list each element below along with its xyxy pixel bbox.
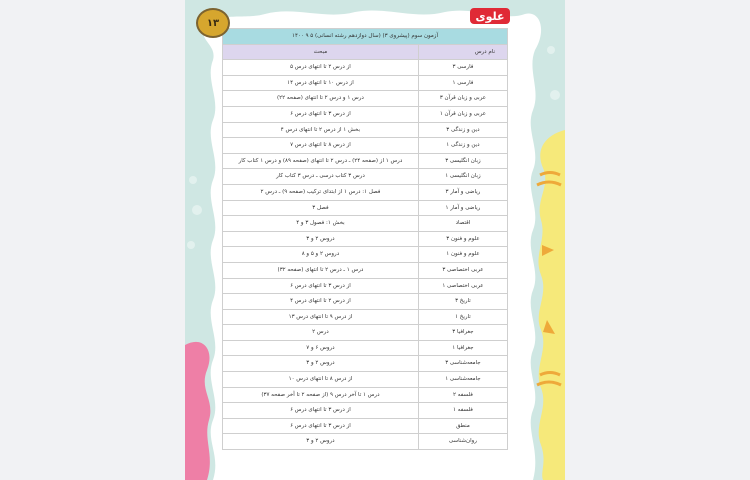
table-body	[223, 60, 508, 450]
column-header-topic: مبحث	[223, 44, 419, 60]
table-row	[223, 309, 508, 325]
table-row	[223, 75, 508, 91]
subject-cell: ریاضی و آمار ۳	[418, 184, 507, 200]
topic-cell: از درس ۳ تا انتهای درس ۶	[223, 403, 419, 419]
table-row	[223, 418, 508, 434]
subject-cell: روان‌شناسی	[418, 434, 507, 450]
table-row	[223, 278, 508, 294]
table-row	[223, 138, 508, 154]
topic-cell: دروس ۲ و ۵ و ۸	[223, 247, 419, 263]
subject-cell: عربی و زبان قرآن ۳	[418, 91, 507, 107]
table-row	[223, 60, 508, 76]
table-row	[223, 231, 508, 247]
subject-cell: جغرافیا ۳	[418, 325, 507, 341]
table-row	[223, 200, 508, 216]
table-row	[223, 356, 508, 372]
table-row	[223, 403, 508, 419]
topic-cell: از درس ۹ تا انتهای درس ۱۳	[223, 309, 419, 325]
topic-cell: فصل ۱: درس ۱ از ابتدای ترکیب (صفحه ۹) ـ درس ۲	[223, 184, 419, 200]
subject-cell: علوم و فنون ۳	[418, 231, 507, 247]
topic-cell: بخش ۱: فصول ۳ و ۴	[223, 216, 419, 232]
topic-cell: درس ۱ از (صفحه ۲۴) ـ درس ۲ تا انتهای (صفحه ۸۹) و درس ۱ کتاب کار	[223, 153, 419, 169]
page-number-badge: ۱۳	[196, 8, 230, 38]
table-row	[223, 325, 508, 341]
subject-cell: فلسفه ۲	[418, 387, 507, 403]
subject-cell: عربی و زبان قرآن ۱	[418, 106, 507, 122]
subject-cell: دین و زندگی ۱	[418, 138, 507, 154]
topic-cell: از درس ۳ تا انتهای درس ۶	[223, 106, 419, 122]
subject-cell: اقتصاد	[418, 216, 507, 232]
table-row	[223, 294, 508, 310]
brand-logo: علوی	[470, 8, 510, 24]
topic-cell: فصل ۳	[223, 200, 419, 216]
topic-cell: بخش ۱ از درس ۲ تا انتهای درس ۴	[223, 122, 419, 138]
topic-cell: از درس ۸ تا انتهای درس ۱۰	[223, 372, 419, 388]
table-row	[223, 434, 508, 450]
subject-cell: فارسی ۱	[418, 75, 507, 91]
subject-cell: علوم و فنون ۱	[418, 247, 507, 263]
topic-cell: دروس ۶ و ۷	[223, 340, 419, 356]
topic-cell: از درس ۳ تا انتهای درس ۶	[223, 278, 419, 294]
table-title: آزمون سوم (پیشروی ۳) (سال دوازدهم رشته انسانی) ۵ ۹ ۱۴۰۰	[223, 29, 508, 45]
table-row	[223, 106, 508, 122]
subject-cell: جامعه‌شناسی ۱	[418, 372, 507, 388]
topic-cell: از درس ۳ تا انتهای درس ۶	[223, 418, 419, 434]
topic-cell: درس ۲	[223, 325, 419, 341]
subject-cell: زبان انگلیسی ۳	[418, 153, 507, 169]
subject-cell: جامعه‌شناسی ۳	[418, 356, 507, 372]
subject-cell: تاریخ ۳	[418, 294, 507, 310]
table-row	[223, 122, 508, 138]
subject-cell: عربی اختصاصی ۳	[418, 262, 507, 278]
subject-cell: فارسی ۳	[418, 60, 507, 76]
topic-cell: از درس ۱۰ تا انتهای درس ۱۴	[223, 75, 419, 91]
subject-cell: دین و زندگی ۳	[418, 122, 507, 138]
table-row	[223, 153, 508, 169]
table-row	[223, 262, 508, 278]
subject-cell: جغرافیا ۱	[418, 340, 507, 356]
table-row	[223, 247, 508, 263]
table-row	[223, 216, 508, 232]
topic-cell: درس ۱ تا آخر درس ۹ (از صفحه ۲ تا آخر صفحه ۳۷)	[223, 387, 419, 403]
topic-cell: دروس ۲ و ۳	[223, 356, 419, 372]
exam-schedule-table	[222, 28, 508, 450]
topic-cell: درس ۱ ـ درس ۲ تا انتهای (صفحه ۳۲)	[223, 262, 419, 278]
topic-cell: درس ۳ کتاب درسی ـ درس ۳ کتاب کار	[223, 169, 419, 185]
table-row	[223, 184, 508, 200]
table-row	[223, 169, 508, 185]
subject-cell: تاریخ ۱	[418, 309, 507, 325]
topic-cell: دروس ۲ و ۳	[223, 434, 419, 450]
table-row	[223, 387, 508, 403]
table-row	[223, 372, 508, 388]
topic-cell: دروس ۲ و ۳	[223, 231, 419, 247]
table-row	[223, 340, 508, 356]
exam-page	[185, 0, 565, 480]
subject-cell: عربی اختصاصی ۱	[418, 278, 507, 294]
topic-cell: درس ۱ و درس ۲ تا انتهای (صفحه ۲۲)	[223, 91, 419, 107]
table-row	[223, 91, 508, 107]
topic-cell: از درس ۸ تا انتهای درس ۷	[223, 138, 419, 154]
topic-cell: از درس ۲ تا انتهای درس ۴	[223, 294, 419, 310]
column-header-subject: نام درس	[418, 44, 507, 60]
subject-cell: ریاضی و آمار ۱	[418, 200, 507, 216]
topic-cell: از درس ۲ تا انتهای درس ۵	[223, 60, 419, 76]
subject-cell: زبان انگلیسی ۱	[418, 169, 507, 185]
subject-cell: منطق	[418, 418, 507, 434]
subject-cell: فلسفه ۱	[418, 403, 507, 419]
